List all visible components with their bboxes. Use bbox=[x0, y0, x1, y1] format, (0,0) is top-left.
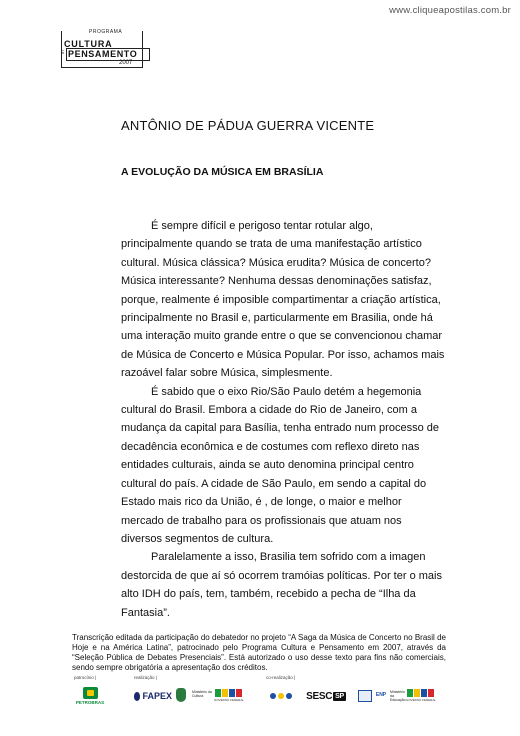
logo-year: 2007 bbox=[119, 60, 133, 66]
sponsor-strip bbox=[72, 675, 448, 715]
label-patrocinio: patrocínio | bbox=[74, 675, 97, 680]
partner-emblem-icon bbox=[358, 690, 372, 702]
fapex-text: FAPEX bbox=[142, 691, 172, 701]
petrobras-text: PETROBRAS bbox=[75, 700, 105, 705]
governo-federal-text-2: GOVERNO FEDERAL bbox=[406, 697, 437, 702]
petrobras-logo bbox=[75, 685, 105, 707]
brasil-logo-2 bbox=[406, 688, 436, 702]
paragraph-3: Paralelamente a isso, Brasilia tem sofrido com a imagen destorcida de que aí só ocorrem tramóias políticas. Por ter o mais alto IDH do país, tem, também, recebido a pecha de “Ilha da Fantasia”. bbox=[121, 551, 442, 619]
partner-dot-icon bbox=[270, 693, 276, 699]
label-correalizacao: co-realização | bbox=[266, 675, 296, 680]
document-title: A EVOLUÇÃO DA MÚSICA EM BRASÍLIA bbox=[121, 166, 324, 178]
fapex-logo bbox=[134, 689, 172, 703]
sesc-text: SESC bbox=[306, 690, 333, 702]
partner-dot-icon bbox=[286, 693, 292, 699]
logo-cultura: CULTURA bbox=[64, 39, 113, 49]
footer-note: Transcrição editada da participação do debatedor no projeto “A Saga da Música de Concerto no Brasil de Hoje e na América Latina”, patrocinado pelo Programa Cultura e Pensamento em 2007, através da “Seleção Pública de Debates Presenciais”. Está autorizado o uso desse texto para fins não comerciais, sendo sempre obrigatória a apresentação dos créditos. bbox=[72, 633, 446, 672]
partner-dot-icon bbox=[278, 693, 284, 699]
author-name: ANTÔNIO DE PÁDUA GUERRA VICENTE bbox=[121, 118, 375, 133]
logo-pensamento: PENSAMENTO bbox=[68, 49, 138, 59]
sesc-sp-text: SP bbox=[335, 692, 344, 700]
label-realizacao: realização | bbox=[134, 675, 157, 680]
site-url[interactable]: www.cliqueapostilas.com.br bbox=[389, 5, 511, 16]
sesc-sp-logo bbox=[300, 689, 352, 703]
petrobras-icon bbox=[83, 687, 98, 699]
governo-federal-text-1: GOVERNO FEDERAL bbox=[214, 697, 245, 702]
ministerio-cultura-text: Ministério da Cultura bbox=[192, 690, 212, 698]
paragraph-1: É sempre difícil e perigoso tentar rotular algo, principalmente quando se trata de uma manifestação artístico cultural. Música clássica? Música erudita? Música de concerto? Música interessante? Nenhuma dessas denominações satisfaz, porque, realmente é imposible compartimentar a criação artística, principalmente no Brasil e, particularmente em Brasilia, onde há uma interação muito grande entre o que se convencionou chamar de Música de Concerto e Música Popular. Por isso, achamos mais razoável falar sobre Música, simplesmente. bbox=[121, 220, 445, 380]
cultura-partner-logo bbox=[267, 690, 295, 702]
paragraph-2: É sabido que o eixo Rio/São Paulo detém a hegemonia cultural do Brasil. Embora a cidade do Rio de Janeiro, com a mudança da capital para Basília, tenha entrado num processo de decadência econômica e de costumes com reflexo direto nas entidades culturais, ainda se auto denomina principal centro cultural do país. A cidade de São Paulo, em sendo a capital do Estado mais rico da União, é , de longe, o maior e melhor mercado de trabalho para os profissionais que atuam nos diversos segmentos de cultura. bbox=[121, 385, 439, 545]
brasil-flag-icon bbox=[215, 689, 243, 697]
logo-programa: PROGRAMA bbox=[89, 29, 123, 35]
government-seal-icon bbox=[176, 688, 186, 702]
logo-e: E bbox=[61, 50, 65, 56]
program-logo bbox=[61, 31, 153, 71]
body-text bbox=[121, 217, 445, 622]
brasil-logo-1 bbox=[214, 688, 244, 702]
fapex-icon bbox=[134, 692, 140, 701]
ministerio-educacao-text: Ministério da Educação bbox=[390, 690, 406, 702]
enp-logo: ENP bbox=[375, 692, 387, 698]
brasil-flag-icon bbox=[407, 689, 435, 697]
